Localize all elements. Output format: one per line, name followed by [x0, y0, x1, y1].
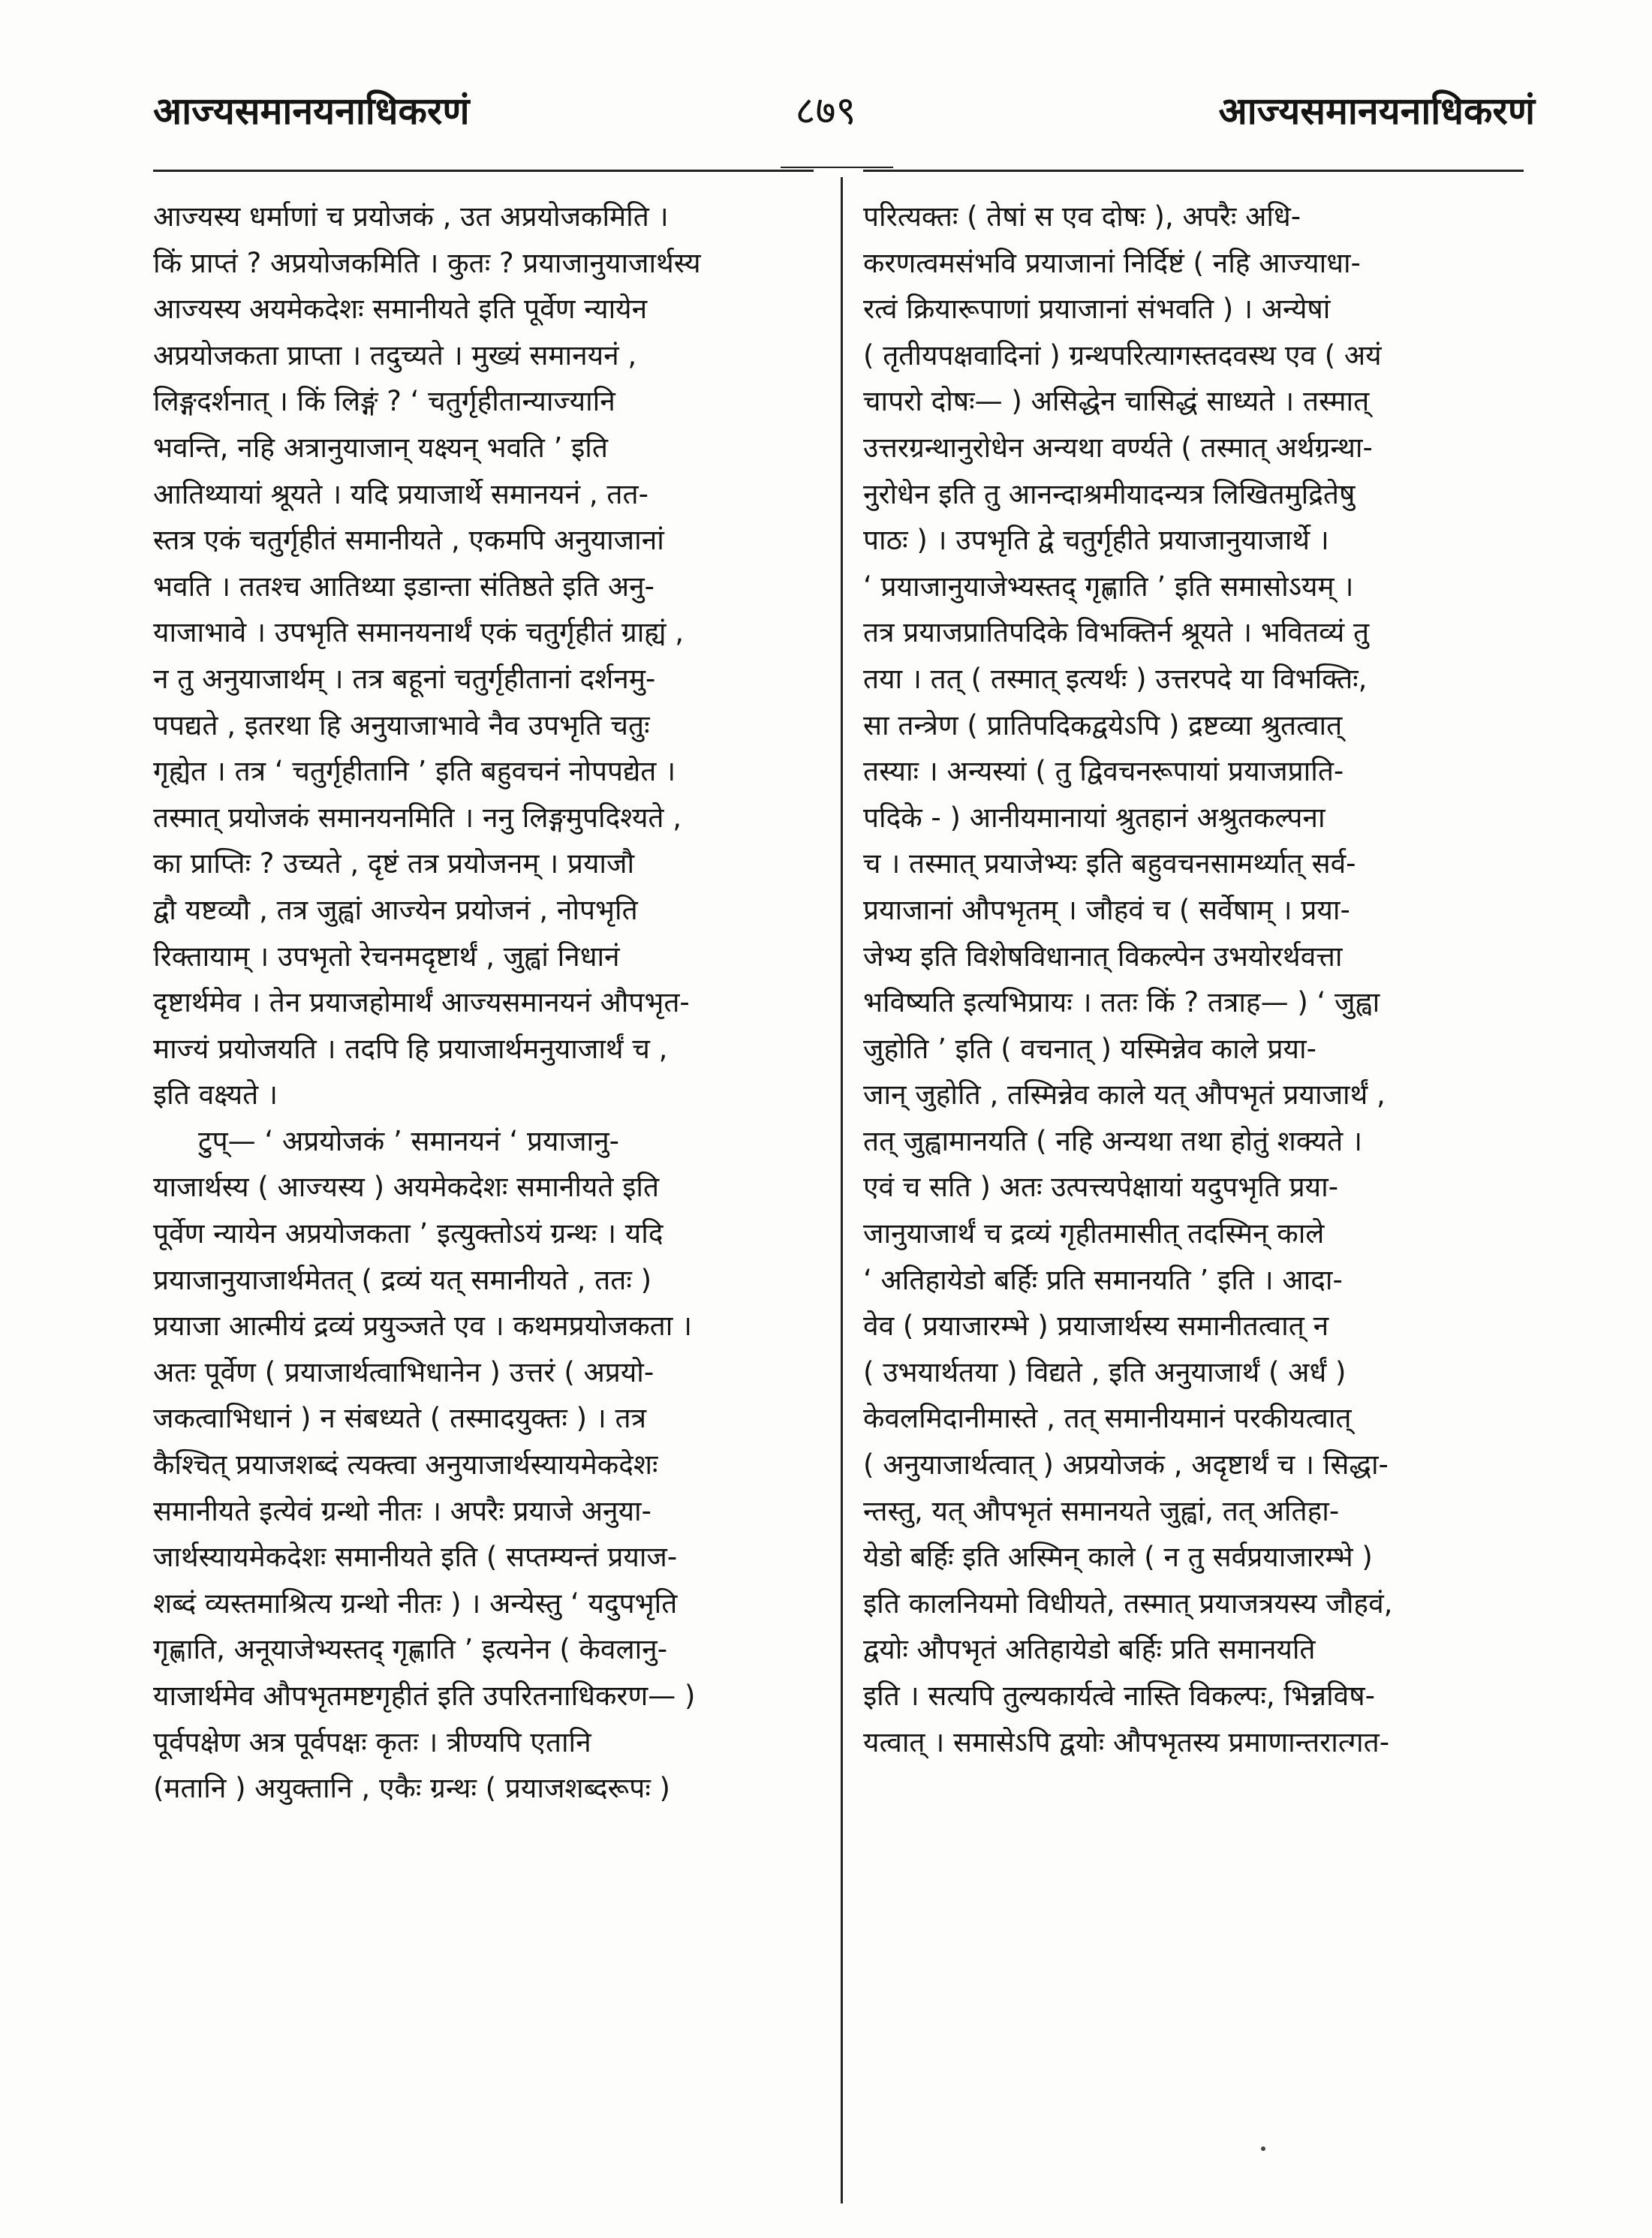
- text-line: का प्राप्तिः ? उच्यते , दृष्टं तत्र प्रयोजनम् । प्रयाजौ: [153, 847, 635, 880]
- text-line: नुरोधेन इति तु आनन्दाश्रमीयादन्यत्र लिखितमुद्रितेषु: [863, 477, 1356, 510]
- text-line: द्वयोः औपभृतं अतिहायेडो बर्हिः प्रति समानयति: [863, 1633, 1316, 1666]
- text-line: इति वक्ष्यते ।: [153, 1078, 278, 1111]
- text-line: इति कालनियमो विधीयते, तस्मात् प्रयाजत्रयस्य जौहवं,: [863, 1587, 1393, 1620]
- text-line: रिक्तायाम् । उपभृतो रेचनमदृष्टार्थं , जुह्वां निधानं: [153, 940, 620, 973]
- text-line: प्रयाजानुयाजार्थमेतत् ( द्रव्यं यत् समानीयते , ततः ): [153, 1263, 652, 1296]
- text-line: रत्वं क्रियारूपाणां प्रयाजानां संभवति ) । अन्येषां: [863, 293, 1331, 326]
- text-line: एवं च सति ) अतः उत्पत्त्यपेक्षायां यदुपभृति प्रया-: [863, 1171, 1339, 1204]
- text-line: करणत्वमसंभवि प्रयाजानां निर्दिष्टं ( नहि आज्याधा-: [863, 246, 1361, 279]
- text-line: उत्तरग्रन्थानुरोधेन अन्यथा वर्ण्यते ( तस्मात् अर्थग्रन्था-: [863, 431, 1373, 464]
- text-line: जेभ्य इति विशेषविधानात् विकल्पेन उभयोरर्थवत्ता: [863, 940, 1343, 973]
- text-line: याजार्थमेव औपभृतमष्टगृहीतं इति उपरितनाधिकरण— ): [153, 1680, 696, 1712]
- text-line: न तु अनुयाजार्थम् । तत्र बहूनां चतुर्गृहीतानां दर्शनमु-: [153, 662, 656, 695]
- text-line: परित्यक्तः ( तेषां स एव दोषः ), अपरैः अधि-: [863, 200, 1301, 233]
- scan-speck: [1261, 2146, 1265, 2151]
- text-line: (मतानि ) अयुक्तानि , एकैः ग्रन्थः ( प्रयाजशब्दरूपः ): [153, 1772, 670, 1805]
- running-head-right: आज्यसमानयनाधिकरणं: [1218, 89, 1535, 133]
- text-line: ( उभयार्थतया ) विद्यते , इति अनुयाजार्थं ( अर्धं ): [863, 1355, 1347, 1388]
- text-line: पपद्यते , इतरथा हि अनुयाजाभावे नैव उपभृति चतुः: [153, 708, 650, 741]
- text-line: आज्यस्य अयमेकदेशः समानीयते इति पूर्वेण न्यायेन: [153, 293, 648, 326]
- text-line: शब्दं व्यस्तमाश्रित्य ग्रन्थो नीतः ) । अन्येस्तु ‘ यदुपभृति: [153, 1587, 678, 1620]
- text-line: चापरो दोषः— ) असिद्धेन चासिद्धं साध्यते । तस्मात्: [863, 385, 1370, 418]
- text-line: भवन्ति, नहि अत्रानुयाजान् यक्ष्यन् भवति ’ इति: [153, 431, 608, 464]
- text-line: कैश्चित् प्रयाजशब्दं त्यक्त्वा अनुयाजार्थस्यायमेकदेशः: [153, 1448, 658, 1481]
- text-line: अतः पूर्वेण ( प्रयाजार्थत्वाभिधानेन ) उत्तरं ( अप्रयो-: [153, 1355, 654, 1388]
- text-line: स्तत्र एकं चतुर्गृहीतं समानीयते , एकमपि अनुयाजानां: [153, 524, 664, 557]
- left-text-column: [153, 194, 836, 1812]
- text-line: गृह्येत । तत्र ‘ चतुर्गृहीतानि ’ इति बहुवचनं नोपपद्येत ।: [153, 755, 676, 788]
- text-line: द्वौ यष्टव्यौ , तत्र जुह्वां आज्येन प्रयोजनं , नोपभृति: [153, 893, 638, 926]
- text-line: भवति । ततश्च आतिथ्या इडान्ता संतिष्ठते इति अनु-: [153, 570, 654, 603]
- column-divider: [841, 177, 843, 2203]
- text-line: तस्मात् प्रयोजकं समानयनमिति । ननु लिङ्गमुपदिश्यते ,: [153, 801, 682, 834]
- header-rule-right: [863, 170, 1524, 172]
- text-line: आज्यस्य धर्माणां च प्रयोजकं , उत अप्रयोजकमिति ।: [153, 200, 669, 233]
- text-line: अप्रयोजकता प्राप्ता । तदुच्यते । मुख्यं समानयनं ,: [153, 338, 637, 371]
- text-line: जानुयाजार्थं च द्रव्यं गृहीतमासीत् तदस्मिन् काले: [863, 1217, 1325, 1250]
- text-line: पूर्वेण न्यायेन अप्रयोजकता ’ इत्युक्तोऽयं ग्रन्थः । यदि: [153, 1217, 664, 1250]
- header-rule-left: [153, 170, 814, 172]
- text-line: ‘ प्रयाजानुयाजेभ्यस्तद् गृह्णाति ’ इति समासोऽयम् ।: [863, 570, 1354, 603]
- text-line: समानीयते इत्येवं ग्रन्थो नीतः । अपरैः प्रयाजे अनुया-: [153, 1494, 651, 1527]
- text-line: प्रयाजा आत्मीयं द्रव्यं प्रयुञ्जते एव । कथमप्रयोजकता ।: [153, 1310, 693, 1343]
- running-head-left: आज्यसमानयनाधिकरणं: [153, 89, 470, 133]
- text-line: च । तस्मात् प्रयाजेभ्यः इति बहुवचनसामर्थ्यात् सर्व-: [863, 847, 1356, 880]
- text-line: तस्याः । अन्यस्यां ( तु द्विवचनरूपायां प्रयाजप्राति-: [863, 755, 1344, 788]
- text-line: लिङ्गदर्शनात् । किं लिङ्गं ? ‘ चतुर्गृहीतान्याज्यानि: [153, 385, 615, 418]
- text-line: प्रयाजानां औपभृतम् । जौहवं च ( सर्वेषाम् । प्रया-: [863, 893, 1350, 926]
- text-line: दृष्टार्थमेव । तेन प्रयाजहोमार्थं आज्यसमानयनं औपभृत-: [153, 986, 690, 1019]
- text-line: तया । तत् ( तस्मात् इत्यर्थः ) उत्तरपदे या विभक्तिः,: [863, 662, 1368, 695]
- tuptika-paragraph-start: टुप्— ‘ अप्रयोजकं ’ समानयनं ‘ प्रयाजानु-: [198, 1124, 620, 1157]
- text-line: गृह्णाति, अनूयाजेभ्यस्तद् गृह्णाति ’ इत्यनेन ( केवलानु-: [153, 1633, 668, 1666]
- text-line: पाठः ) । उपभृति द्वे चतुर्गृहीते प्रयाजानुयाजार्थे ।: [863, 524, 1329, 557]
- text-line: याजाभावे । उपभृति समानयनार्थं एकं चतुर्गृहीतं ग्राह्यं ,: [153, 616, 684, 649]
- text-line: तत् जुह्वामानयति ( नहि अन्यथा तथा होतुं शक्यते ।: [863, 1124, 1362, 1157]
- text-line: ( अनुयाजार्थत्वात् ) अप्रयोजकं , अदृष्टार्थं च । सिद्धा-: [863, 1448, 1389, 1481]
- text-line: याजार्थस्य ( आज्यस्य ) अयमेकदेशः समानीयते इति: [153, 1171, 660, 1204]
- text-line: पूर्वपक्षेण अत्र पूर्वपक्षः कृतः । त्रीण्यपि एतानि: [153, 1725, 591, 1758]
- text-line: तत्र प्रयाजप्रातिपदिके विभक्तिर्न श्रूयते । भवितव्यं तु: [863, 616, 1370, 649]
- text-line: माज्यं प्रयोजयति । तदपि हि प्रयाजार्थमनुयाजार्थं च ,: [153, 1032, 668, 1065]
- header-rule-center: [781, 167, 893, 168]
- text-line: इति । सत्यपि तुल्यकार्यत्वे नास्ति विकल्पः, भिन्नविष-: [863, 1680, 1375, 1712]
- page-number: ८७९: [795, 89, 856, 134]
- text-line: यत्वात् । समासेऽपि द्वयोः औपभृतस्य प्रमाणान्तरात्गत-: [863, 1725, 1390, 1758]
- text-line: केवलमिदानीमास्ते , तत् समानीयमानं परकीयत्वात्: [863, 1402, 1352, 1435]
- text-line: जकत्वाभिधानं ) न संबध्यते ( तस्मादयुक्तः ) । तत्र: [153, 1402, 647, 1435]
- right-text-column: [863, 194, 1546, 1765]
- text-line: किं प्राप्तं ? अप्रयोजकमिति । कुतः ? प्रयाजानुयाजार्थस्य: [153, 246, 701, 279]
- text-line: पदिके - ) आनीयमानायां श्रुतहानं अश्रुतकल्पना: [863, 801, 1326, 834]
- text-line: जुहोति ’ इति ( वचनात् ) यस्मिन्नेव काले प्रया-: [863, 1032, 1316, 1065]
- text-line: येडो बर्हिः इति अस्मिन् काले ( न तु सर्वप्रयाजारम्भे ): [863, 1541, 1373, 1574]
- text-line: आतिथ्यायां श्रूयते । यदि प्रयाजार्थे समानयनं , तत-: [153, 477, 648, 510]
- text-line: ‘ अतिहायेडो बर्हिः प्रति समानयति ’ इति । आदा-: [863, 1263, 1343, 1296]
- text-line: न्तस्तु, यत् औपभृतं समानयते जुह्वां, तत् अतिहा-: [863, 1494, 1340, 1527]
- text-line: सा तन्त्रेण ( प्रातिपदिकद्वयेऽपि ) द्रष्टव्या श्रुतत्वात्: [863, 708, 1343, 741]
- text-line: वेव ( प्रयाजारम्भे ) प्रयाजार्थस्य समानीतत्वात् न: [863, 1310, 1329, 1343]
- text-line: भविष्यति इत्यभिप्रायः । ततः किं ? तत्राह— ) ‘ जुह्वा: [863, 986, 1380, 1019]
- text-line: जान् जुहोति , तस्मिन्नेव काले यत् औपभृतं प्रयाजार्थं ,: [863, 1078, 1386, 1111]
- text-line: जार्थस्यायमेकदेशः समानीयते इति ( सप्तम्यन्तं प्रयाज-: [153, 1541, 678, 1574]
- text-line: ( तृतीयपक्षवादिनां ) ग्रन्थपरित्यागस्तदवस्थ एव ( अयं: [863, 338, 1382, 371]
